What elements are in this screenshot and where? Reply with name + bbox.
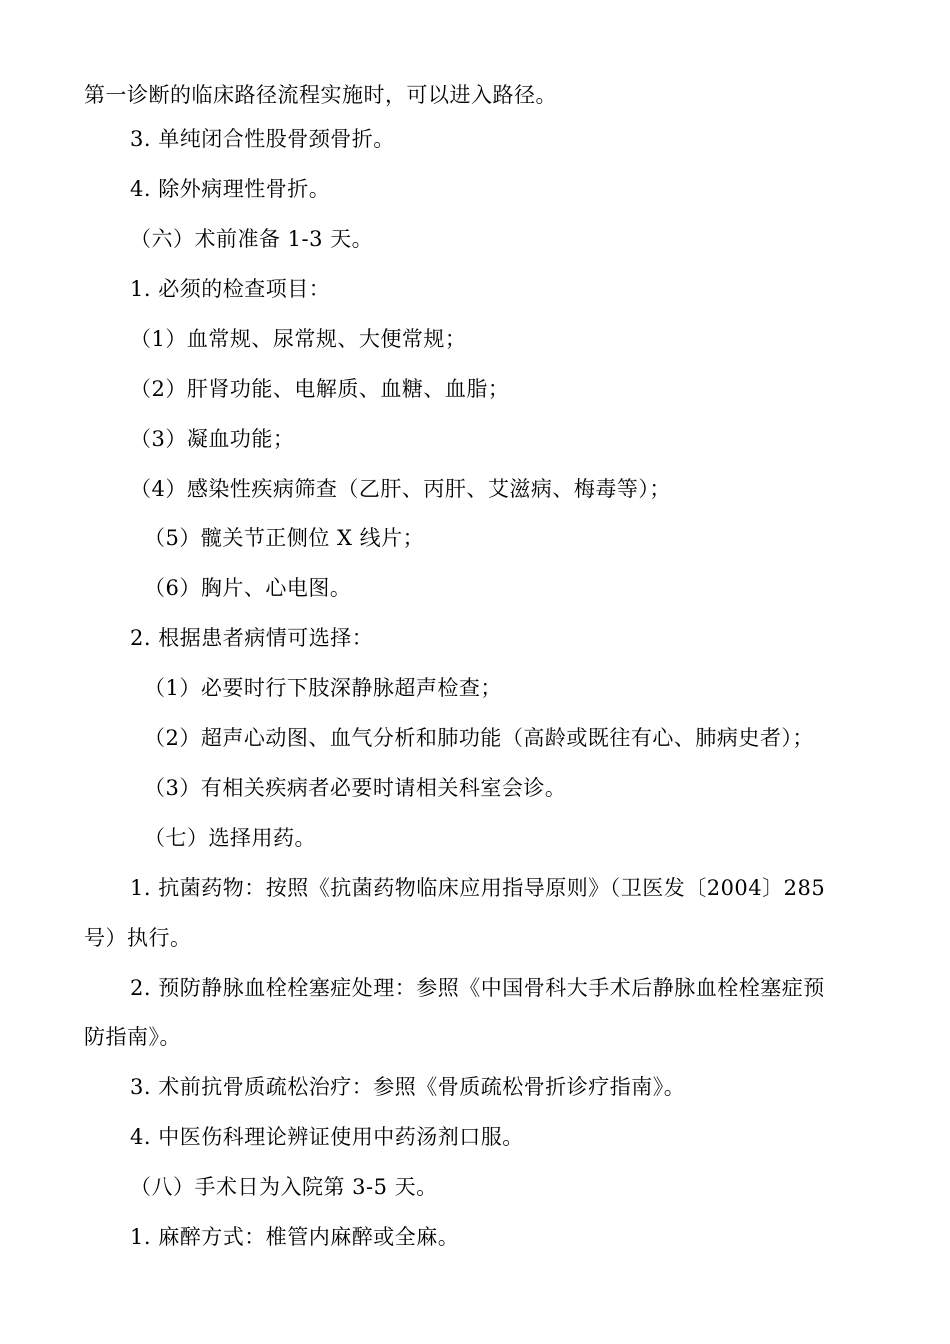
section-heading: （八）手术日为入院第 3-5 天。 bbox=[130, 1175, 438, 1199]
list-item: （4）感染性疾病筛查（乙肝、丙肝、艾滋病、梅毒等）； bbox=[130, 477, 671, 501]
list-item: （6）胸片、心电图。 bbox=[144, 576, 352, 600]
list-item: （3）凝血功能； bbox=[130, 427, 295, 451]
list-item: （1）必要时行下肢深静脉超声检查； bbox=[144, 676, 502, 700]
section-heading: （六）术前准备 1-3 天。 bbox=[130, 227, 374, 251]
text-line: 2. 根据患者病情可选择： bbox=[130, 626, 374, 650]
text-line: 号）执行。 bbox=[84, 926, 192, 950]
text-line: 2. 预防静脉血栓栓塞症处理：参照《中国骨科大手术后静脉血栓栓塞症预 bbox=[130, 976, 825, 1000]
section-heading: （七）选择用药。 bbox=[144, 826, 316, 850]
text-line: 3. 单纯闭合性股骨颈骨折。 bbox=[130, 127, 395, 151]
text-line: 1. 抗菌药物：按照《抗菌药物临床应用指导原则》（卫医发〔2004〕285 bbox=[130, 876, 826, 900]
list-item: （1）血常规、尿常规、大便常规； bbox=[130, 327, 467, 351]
text-line: 4. 中医伤科理论辨证使用中药汤剂口服。 bbox=[130, 1125, 524, 1149]
list-item: （3）有相关疾病者必要时请相关科室会诊。 bbox=[144, 776, 567, 800]
text-line: 4. 除外病理性骨折。 bbox=[130, 177, 331, 201]
text-line: 防指南》。 bbox=[84, 1025, 181, 1049]
list-item: （2）肝肾功能、电解质、血糖、血脂； bbox=[130, 377, 510, 401]
text-line: 1. 麻醉方式：椎管内麻醉或全麻。 bbox=[130, 1225, 460, 1249]
text-line: 3. 术前抗骨质疏松治疗：参照《骨质疏松骨折诊疗指南》。 bbox=[130, 1075, 686, 1099]
list-item: （5）髋关节正侧位 X 线片； bbox=[144, 526, 425, 550]
list-item: （2）超声心动图、血气分析和肺功能（高龄或既往有心、肺病史者）； bbox=[144, 726, 814, 750]
text-line: 1. 必须的检查项目： bbox=[130, 277, 331, 301]
text-line: 第一诊断的临床路径流程实施时，可以进入路径。 bbox=[84, 83, 557, 107]
